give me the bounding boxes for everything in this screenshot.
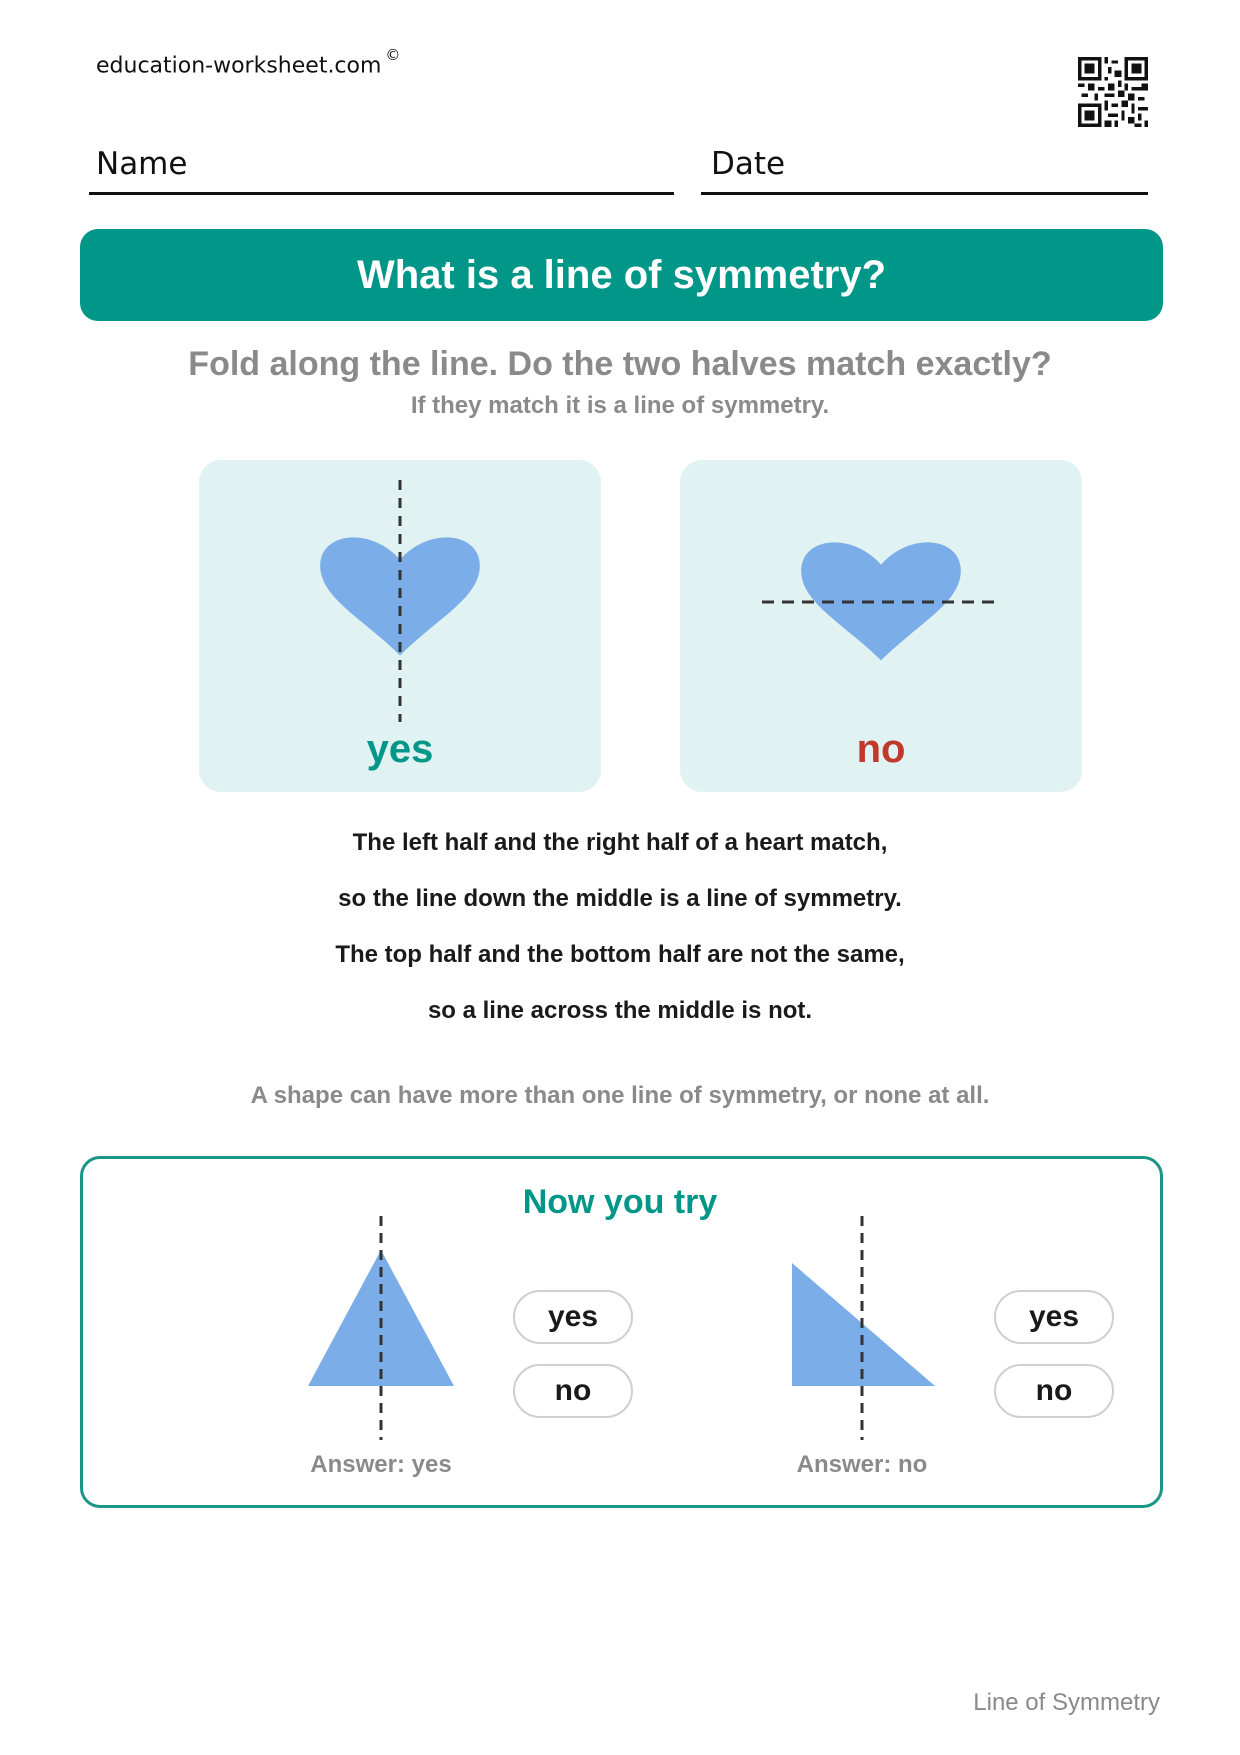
option-yes-2[interactable]: yes	[994, 1290, 1114, 1344]
explanation-line-4: so a line across the middle is not.	[427, 997, 813, 1024]
option-no-2[interactable]: no	[994, 1364, 1114, 1418]
answer-2: Answer: no	[796, 1451, 928, 1478]
option-no-1[interactable]: no	[513, 1364, 633, 1418]
title-banner	[80, 229, 1163, 321]
date-label: Date	[711, 146, 786, 182]
site-brand	[96, 46, 401, 79]
explanation-line-3: The top half and the bottom half are not the same,	[335, 941, 905, 968]
verdict-yes: yes	[366, 727, 434, 771]
intro-question: Fold along the line. Do the two halves match exactly?	[188, 345, 1052, 383]
site-name: education-worksheet.com	[96, 53, 382, 79]
symmetry-note: A shape can have more than one line of symmetry, or none at all.	[250, 1082, 990, 1109]
intro-hint: If they match it is a line of symmetry.	[410, 392, 830, 419]
name-label: Name	[96, 146, 188, 182]
footer-label: Line of Symmetry	[973, 1689, 1160, 1716]
option-yes-1[interactable]: yes	[513, 1290, 633, 1344]
date-line[interactable]	[701, 192, 1148, 195]
practice-title: Now you try	[522, 1183, 718, 1221]
copyright-symbol: ©	[385, 46, 401, 64]
qr-code-icon	[1078, 57, 1148, 127]
explanation-line-2: so the line down the middle is a line of symmetry.	[338, 885, 902, 912]
page-title: What is a line of symmetry?	[356, 252, 887, 297]
verdict-no: no	[856, 727, 906, 771]
explanation-line-1: The left half and the right half of a heart match,	[352, 829, 888, 856]
name-line[interactable]	[89, 192, 674, 195]
answer-1: Answer: yes	[310, 1451, 452, 1478]
